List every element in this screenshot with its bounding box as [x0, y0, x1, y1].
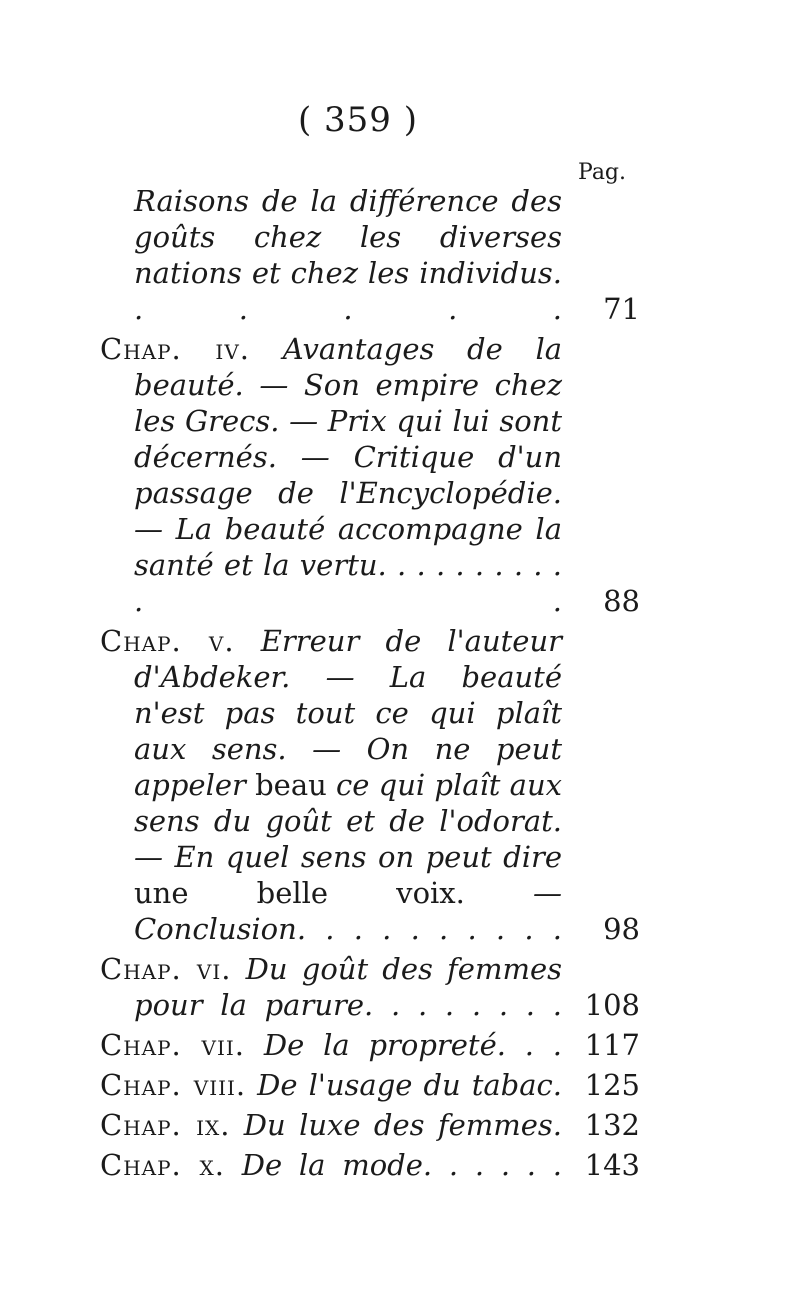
toc-entry [100, 1067, 640, 1103]
toc-entry-text [100, 1027, 562, 1063]
chapter-summary: Erreur de l'auteur d'Abdeker. — La beauté n'est pas tout ce qui plaît aux sens. — On ne peut appeler [134, 624, 562, 802]
chapter-label: Chap. iv. [100, 332, 250, 366]
chapter-summary: Du goût des femmes pour la parure. . . . . . . . [134, 952, 562, 1022]
chapter-label: Chap. vii. [100, 1028, 246, 1062]
chapter-label: Chap. x. [100, 1148, 225, 1182]
toc-entry [100, 331, 640, 619]
toc-entry [100, 1107, 640, 1143]
chapter-summary: Avantages de la beauté. — Son empire chez les Grecs. — Prix qui lui sont décernés. — Critique d'un passage de l'Encyclopédie. — La beauté accompagne la santé et la vertu. . . . . . . . . . . . [134, 332, 563, 618]
chapter-summary: dire [503, 840, 562, 874]
chapter-summary: — Conclusion. . . . . . . . . . [134, 876, 562, 946]
toc-entry-text [100, 1147, 562, 1183]
chapter-summary: Du luxe des femmes. [243, 1108, 562, 1142]
toc-entry-page: 117 [584, 1028, 640, 1062]
toc-entry-page: 88 [603, 584, 640, 618]
chapter-summary: De la propreté. . . [263, 1028, 563, 1062]
toc-entry-page: 143 [584, 1148, 640, 1182]
toc-entry-text [100, 623, 562, 947]
toc-entry [100, 951, 640, 1023]
toc-entry [100, 623, 640, 947]
toc-entry-text [100, 951, 562, 1023]
toc-entry-page: 132 [584, 1108, 640, 1142]
toc-entry [100, 1147, 640, 1183]
toc-entry-page: 71 [603, 292, 640, 326]
chapter-label: Chap. vi. [100, 952, 232, 986]
chapter-summary-roman: beau [255, 768, 327, 802]
chapter-summary: De la mode. . . . . . [241, 1148, 563, 1182]
chapter-label: Chap. v. [100, 624, 235, 658]
toc-entry-page: 125 [584, 1068, 640, 1102]
toc-entry-text [100, 331, 562, 619]
chapter-summary-roman: une belle voix. [134, 876, 465, 910]
chapter-summary: ce qui plaît aux sens du goût et de l'odorat. — En quel sens on peut [134, 768, 562, 874]
toc-entry [100, 1027, 640, 1063]
toc-entry-text: Raisons de la différence des goûts chez les diverses nations et chez les individus. . . . . . [134, 184, 562, 326]
toc-entry-text [100, 1067, 562, 1103]
toc-entry [100, 183, 640, 327]
page-column-label: Pag. [578, 160, 627, 185]
toc-entry-text [100, 1107, 562, 1143]
toc-entry-page: 108 [584, 988, 640, 1022]
page-folio: ( 359 ) [297, 100, 419, 140]
toc-entry-page: 98 [603, 912, 640, 946]
chapter-label: Chap. ix. [100, 1108, 231, 1142]
chapter-summary: De l'usage du tabac. [257, 1068, 562, 1102]
chapter-label: Chap. viii. [100, 1068, 247, 1102]
table-of-contents [100, 183, 640, 1183]
